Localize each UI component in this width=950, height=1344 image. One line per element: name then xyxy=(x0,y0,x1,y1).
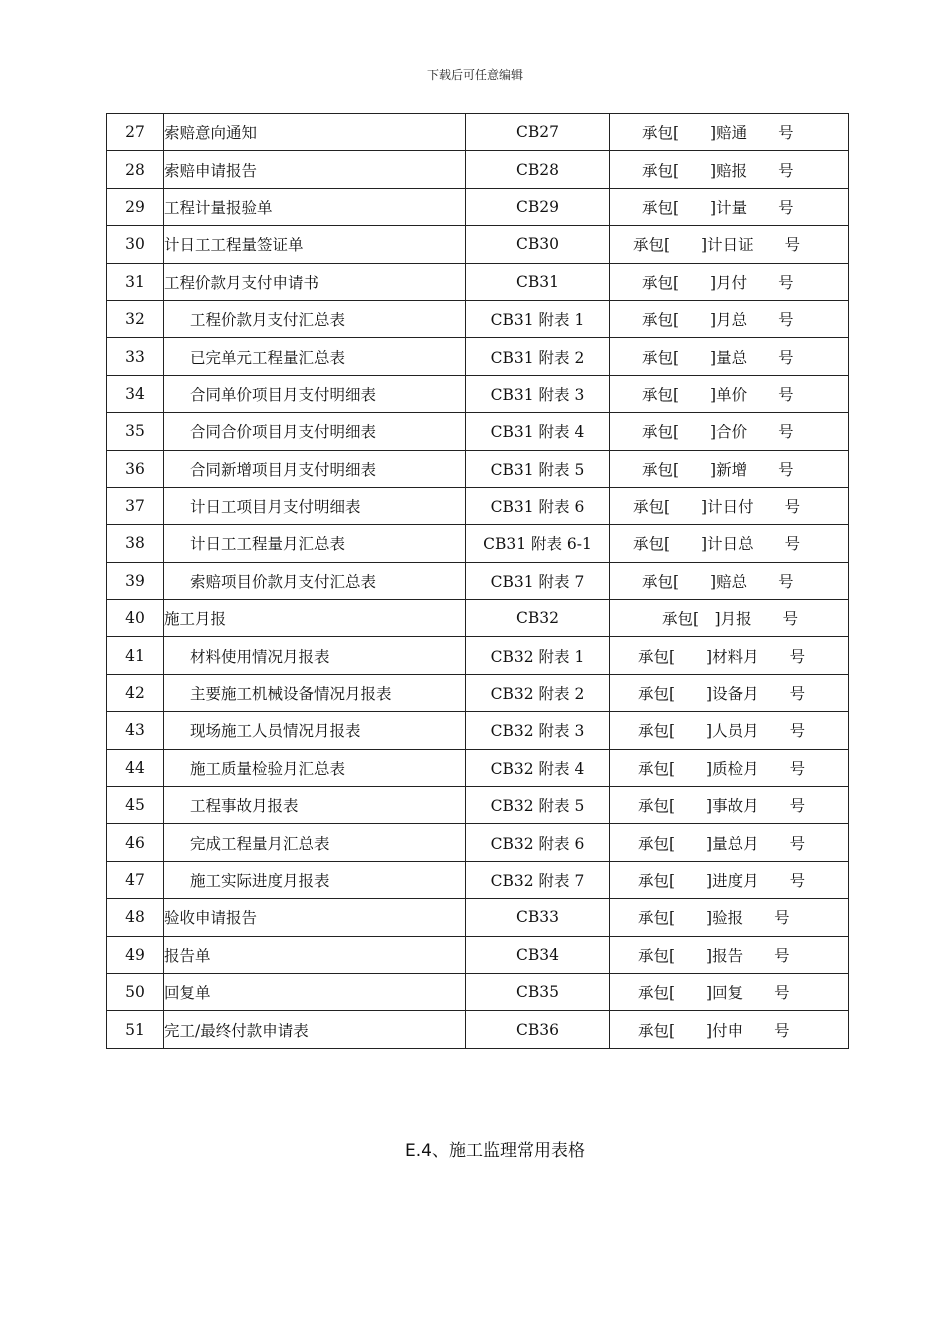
table-row xyxy=(107,114,849,151)
form-numbering-cell xyxy=(610,600,849,637)
form-code: CB31 附表 4 xyxy=(466,413,610,450)
form-name: 合同合价项目月支付明细表 xyxy=(164,413,466,450)
row-number: 30 xyxy=(107,226,164,263)
row-number: 36 xyxy=(107,450,164,487)
form-numbering-cell xyxy=(610,413,849,450)
form-code: CB31 附表 1 xyxy=(466,300,610,337)
table-row xyxy=(107,973,849,1010)
form-numbering-format: 承包[ ]材料月 号 xyxy=(638,647,806,666)
row-number: 32 xyxy=(107,300,164,337)
form-code: CB29 xyxy=(466,188,610,225)
form-numbering-format: 承包[ ]进度月 号 xyxy=(638,872,806,890)
form-numbering-cell xyxy=(610,637,849,674)
row-number: 33 xyxy=(107,338,164,375)
form-numbering-cell xyxy=(610,936,849,973)
row-number: 29 xyxy=(107,188,164,225)
row-number: 39 xyxy=(107,562,164,599)
form-code: CB28 xyxy=(466,151,610,188)
row-number: 34 xyxy=(107,375,164,412)
form-numbering-format: 承包[ ]计日付 号 xyxy=(633,498,801,517)
table-row xyxy=(107,450,849,487)
form-numbering-cell xyxy=(610,375,849,412)
form-name: 回复单 xyxy=(164,973,466,1010)
form-numbering-format: 承包[ ]月报 号 xyxy=(662,610,799,629)
form-code: CB32 附表 7 xyxy=(466,861,610,898)
form-numbering-format: 承包[ ]合价 号 xyxy=(642,423,794,442)
form-numbering-format: 承包[ ]赔总 号 xyxy=(642,572,794,591)
table-row xyxy=(107,637,849,674)
table-row xyxy=(107,300,849,337)
table-row xyxy=(107,749,849,786)
form-code: CB32 附表 3 xyxy=(466,712,610,749)
form-numbering-cell xyxy=(610,525,849,562)
form-name: 计日工工程量签证单 xyxy=(164,226,466,263)
form-numbering-format: 承包[ ]量总月 号 xyxy=(638,834,806,853)
table-row xyxy=(107,562,849,599)
form-numbering-format: 承包[ ]质检月 号 xyxy=(638,759,806,778)
form-name: 索赔项目价款月支付汇总表 xyxy=(164,562,466,599)
form-numbering-cell xyxy=(610,712,849,749)
form-numbering-cell xyxy=(610,899,849,936)
form-code: CB35 xyxy=(466,973,610,1010)
form-numbering-format: 承包[ ]赔通 号 xyxy=(642,124,794,143)
form-code: CB32 附表 6 xyxy=(466,824,610,861)
form-name: 现场施工人员情况月报表 xyxy=(164,712,466,749)
form-numbering-format: 承包[ ]事故月 号 xyxy=(638,797,806,816)
form-code: CB32 附表 4 xyxy=(466,749,610,786)
form-numbering-format: 承包[ ]人员月 号 xyxy=(638,722,806,741)
form-numbering-format: 承包[ ]回复 号 xyxy=(638,984,790,1003)
form-code: CB36 xyxy=(466,1011,610,1048)
form-code: CB30 xyxy=(466,226,610,263)
table-row xyxy=(107,600,849,637)
form-numbering-cell xyxy=(610,787,849,824)
table-row xyxy=(107,899,849,936)
table-row xyxy=(107,674,849,711)
form-numbering-format: 承包[ ]设备月 号 xyxy=(638,685,806,704)
form-numbering-cell xyxy=(610,861,849,898)
row-number: 35 xyxy=(107,413,164,450)
form-numbering-format: 承包[ ]量总 号 xyxy=(642,348,794,367)
form-code: CB31 xyxy=(466,263,610,300)
form-name: 报告单 xyxy=(164,936,466,973)
section-heading: E.4、施工监理常用表格 xyxy=(405,1141,585,1161)
table-row xyxy=(107,1011,849,1048)
row-number: 44 xyxy=(107,749,164,786)
form-code: CB34 xyxy=(466,936,610,973)
form-numbering-format: 承包[ ]新增 号 xyxy=(642,460,794,479)
form-numbering-cell xyxy=(610,338,849,375)
form-numbering-format: 承包[ ]赔报 号 xyxy=(642,161,794,180)
table-row xyxy=(107,338,849,375)
form-numbering-cell xyxy=(610,226,849,263)
form-name: 工程事故月报表 xyxy=(164,787,466,824)
form-name: 已完单元工程量汇总表 xyxy=(164,338,466,375)
forms-table-body xyxy=(107,114,849,1049)
table-row xyxy=(107,936,849,973)
form-numbering-cell xyxy=(610,562,849,599)
form-numbering-cell xyxy=(610,300,849,337)
form-name: 施工实际进度月报表 xyxy=(164,861,466,898)
row-number: 37 xyxy=(107,487,164,524)
row-number: 45 xyxy=(107,787,164,824)
form-numbering-cell xyxy=(610,450,849,487)
row-number: 41 xyxy=(107,637,164,674)
table-row xyxy=(107,487,849,524)
row-number: 47 xyxy=(107,861,164,898)
row-number: 46 xyxy=(107,824,164,861)
row-number: 43 xyxy=(107,712,164,749)
form-code: CB31 附表 5 xyxy=(466,450,610,487)
row-number: 50 xyxy=(107,973,164,1010)
table-row xyxy=(107,188,849,225)
table-row xyxy=(107,263,849,300)
form-code: CB32 附表 5 xyxy=(466,787,610,824)
row-number: 48 xyxy=(107,899,164,936)
form-code: CB31 附表 6-1 xyxy=(466,525,610,562)
row-number: 51 xyxy=(107,1011,164,1048)
table-row xyxy=(107,824,849,861)
form-name: 计日工项目月支付明细表 xyxy=(164,487,466,524)
form-numbering-format: 承包[ ]单价 号 xyxy=(642,385,794,404)
form-numbering-format: 承包[ ]报告 号 xyxy=(638,946,790,965)
form-name: 验收申请报告 xyxy=(164,899,466,936)
form-numbering-cell xyxy=(610,151,849,188)
form-numbering-cell xyxy=(610,263,849,300)
form-name: 索赔申请报告 xyxy=(164,151,466,188)
form-numbering-format: 承包[ ]月总 号 xyxy=(642,311,794,330)
form-name: 施工月报 xyxy=(164,600,466,637)
row-number: 28 xyxy=(107,151,164,188)
form-numbering-format: 承包[ ]计量 号 xyxy=(642,198,794,217)
form-numbering-format: 承包[ ]计日总 号 xyxy=(633,535,801,554)
table-row xyxy=(107,712,849,749)
form-name: 施工质量检验月汇总表 xyxy=(164,749,466,786)
form-numbering-cell xyxy=(610,1011,849,1048)
row-number: 31 xyxy=(107,263,164,300)
form-code: CB31 附表 6 xyxy=(466,487,610,524)
form-name: 工程计量报验单 xyxy=(164,188,466,225)
form-name: 计日工工程量月汇总表 xyxy=(164,525,466,562)
form-name: 完工/最终付款申请表 xyxy=(164,1011,466,1048)
form-numbering-cell xyxy=(610,973,849,1010)
form-code: CB32 xyxy=(466,600,610,637)
form-numbering-cell xyxy=(610,749,849,786)
form-code: CB32 附表 2 xyxy=(466,674,610,711)
form-numbering-format: 承包[ ]月付 号 xyxy=(642,273,794,292)
row-number: 38 xyxy=(107,525,164,562)
row-number: 40 xyxy=(107,600,164,637)
page-header-note: 下载后可任意编辑 xyxy=(426,68,523,82)
form-numbering-format: 承包[ ]付申 号 xyxy=(638,1021,790,1040)
form-numbering-cell xyxy=(610,487,849,524)
form-name: 工程价款月支付汇总表 xyxy=(164,300,466,337)
form-numbering-format: 承包[ ]验报 号 xyxy=(638,909,790,928)
table-row xyxy=(107,151,849,188)
table-row xyxy=(107,861,849,898)
table-row xyxy=(107,226,849,263)
form-name: 合同新增项目月支付明细表 xyxy=(164,450,466,487)
form-code: CB32 附表 1 xyxy=(466,637,610,674)
form-name: 工程价款月支付申请书 xyxy=(164,263,466,300)
form-numbering-cell xyxy=(610,114,849,151)
table-row xyxy=(107,525,849,562)
form-name: 合同单价项目月支付明细表 xyxy=(164,375,466,412)
row-number: 27 xyxy=(107,114,164,151)
form-name: 完成工程量月汇总表 xyxy=(164,824,466,861)
form-code: CB33 xyxy=(466,899,610,936)
table-row xyxy=(107,787,849,824)
form-code: CB31 附表 7 xyxy=(466,562,610,599)
table-row xyxy=(107,413,849,450)
form-numbering-format: 承包[ ]计日证 号 xyxy=(633,236,801,255)
form-numbering-cell xyxy=(610,188,849,225)
row-number: 49 xyxy=(107,936,164,973)
form-code: CB27 xyxy=(466,114,610,151)
form-name: 索赔意向通知 xyxy=(164,114,466,151)
forms-table xyxy=(106,113,849,1049)
form-name: 材料使用情况月报表 xyxy=(164,637,466,674)
form-code: CB31 附表 3 xyxy=(466,375,610,412)
form-numbering-cell xyxy=(610,824,849,861)
row-number: 42 xyxy=(107,674,164,711)
form-code: CB31 附表 2 xyxy=(466,338,610,375)
table-row xyxy=(107,375,849,412)
form-numbering-cell xyxy=(610,674,849,711)
form-name: 主要施工机械设备情况月报表 xyxy=(164,674,466,711)
